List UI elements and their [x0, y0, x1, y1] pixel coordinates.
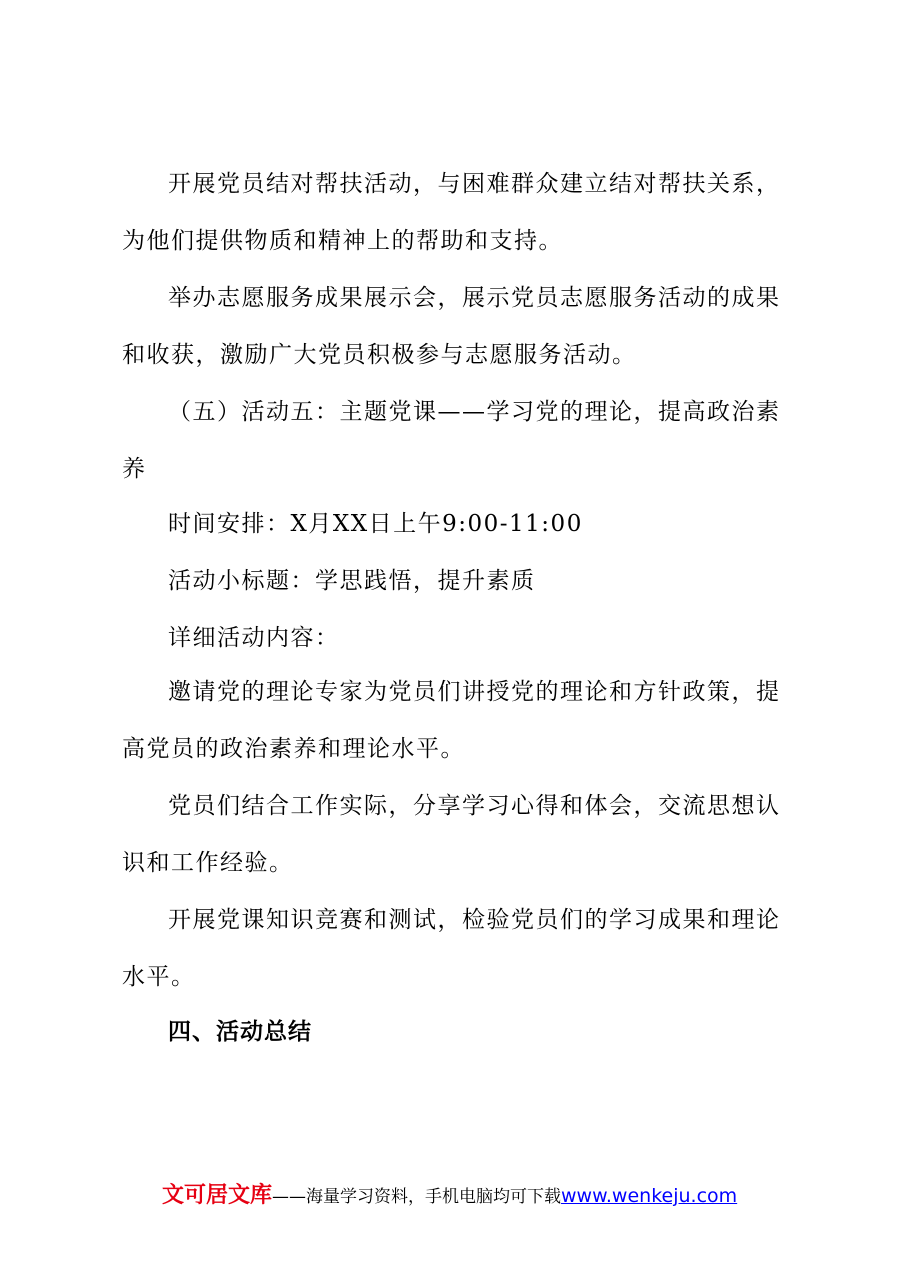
detail-item-sharing: 党员们结合工作实际，分享学习心得和体会，交流思想认识和工作经验。 — [122, 793, 781, 876]
footer-slogan: ——海量学习资料，手机电脑均可下载 — [272, 1187, 562, 1207]
footer-banner — [162, 1182, 737, 1211]
detail-item-quiz: 开展党课知识竞赛和测试，检验党员们的学习成果和理论水平。 — [122, 907, 781, 990]
details-label: 详细活动内容： — [168, 625, 340, 651]
paragraph-activity-five-title: （五）活动五：主题党课——学习党的理论，提高政治素养 — [122, 399, 781, 482]
paragraph-volunteer-showcase: 举办志愿服务成果展示会，展示党员志愿服务活动的成果和收获，激励广大党员积极参与志愿服务活动。 — [122, 285, 781, 368]
detail-item-lecture: 邀请党的理论专家为党员们讲授党的理论和方针政策，提高党员的政治素养和理论水平。 — [122, 679, 781, 762]
section-heading-summary: 四、活动总结 — [168, 1019, 312, 1045]
footer-website-link[interactable]: www.wenkeju.com — [561, 1185, 738, 1207]
footer-brand: 文可居文库 — [162, 1183, 273, 1208]
paragraph-pairing-assistance: 开展党员结对帮扶活动，与困难群众建立结对帮扶关系，为他们提供物质和精神上的帮助和支持。 — [122, 171, 781, 254]
schedule-time: 时间安排：X月XX日上午9:00-11:00 — [168, 511, 583, 537]
activity-subtitle: 活动小标题：学思践悟，提升素质 — [168, 568, 536, 594]
